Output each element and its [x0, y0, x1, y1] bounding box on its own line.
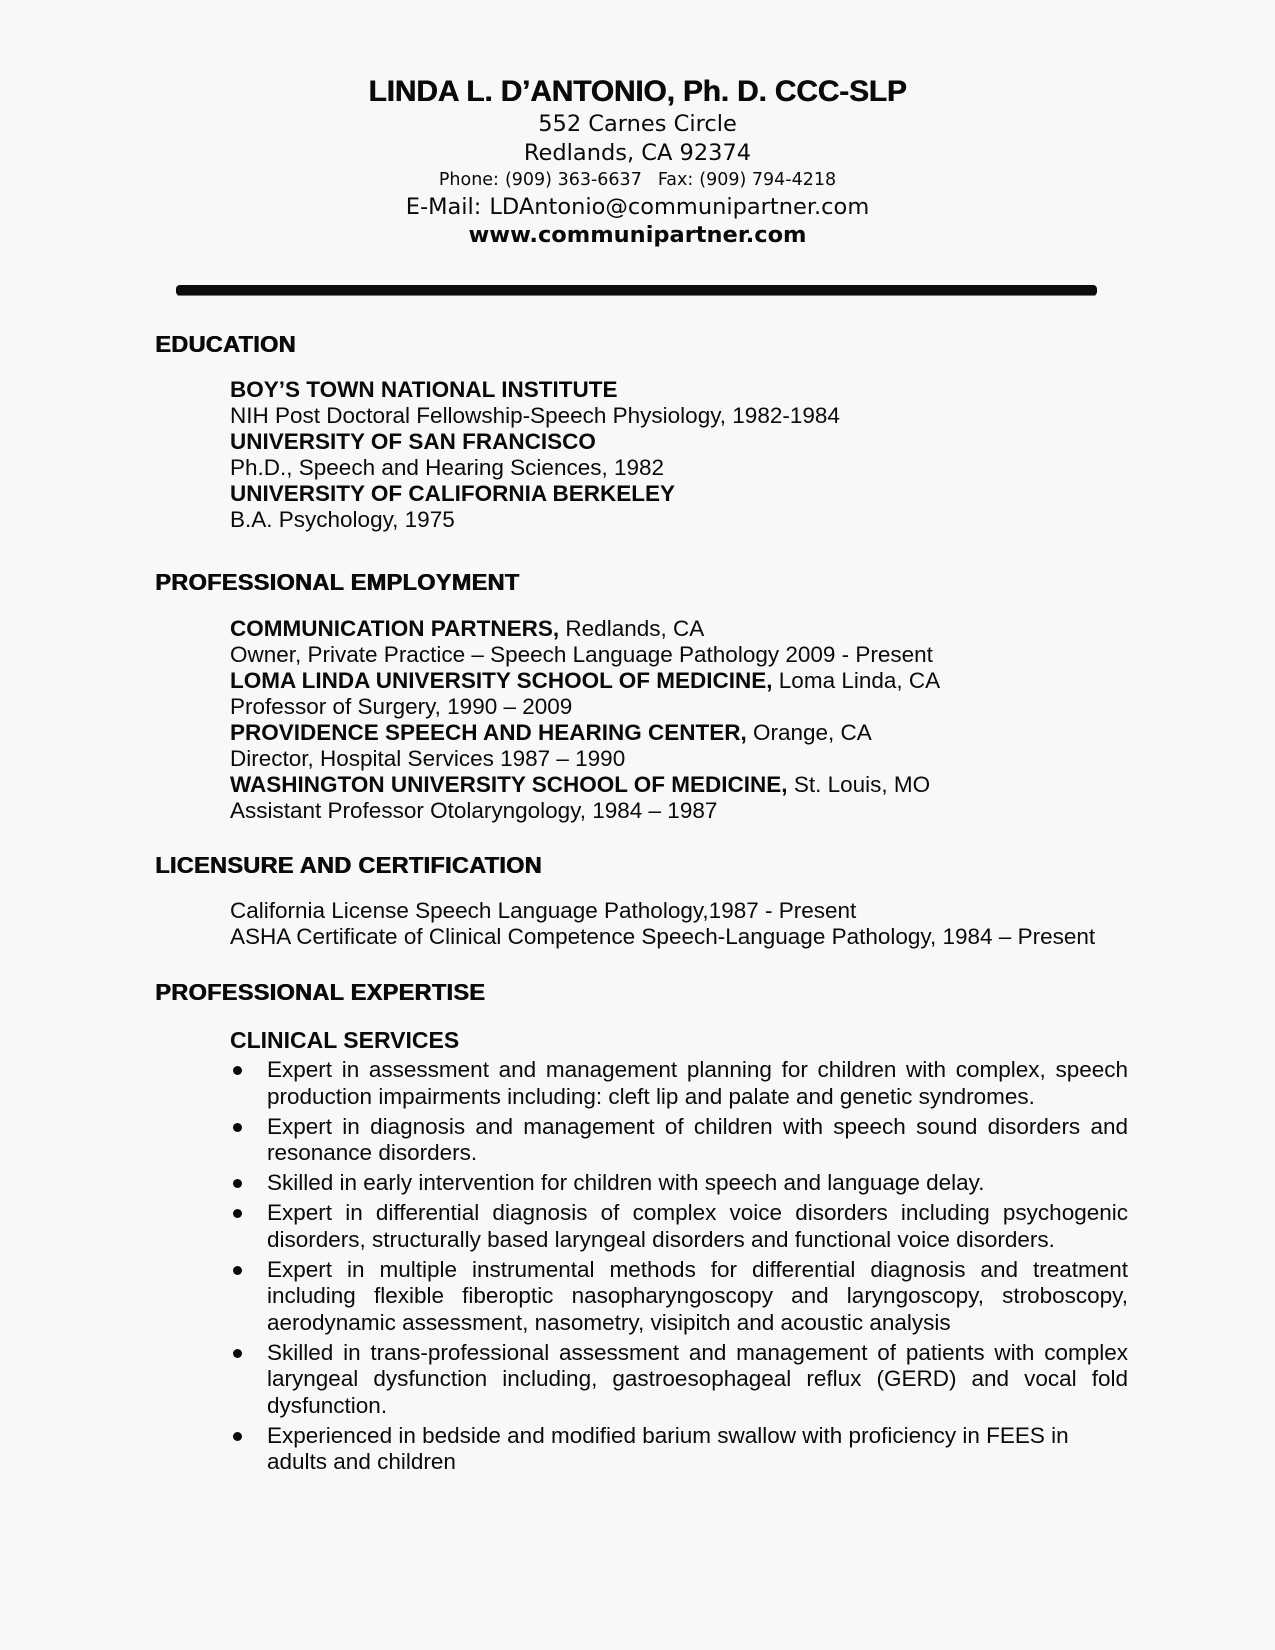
licensure-line: California License Speech Language Pathology,1987 - Present	[230, 898, 857, 923]
employment-role: Director, Hospital Services 1987 – 1990	[230, 746, 626, 771]
section-licensure-certification	[155, 850, 1275, 950]
bullet-icon	[233, 1179, 242, 1188]
employment-organization-line	[230, 668, 1128, 694]
education-body	[230, 377, 1128, 533]
employment-location: Loma Linda, CA	[778, 668, 941, 693]
employment-role: Professor of Surgery, 1990 – 2009	[230, 694, 573, 719]
employment-organization: WASHINGTON UNIVERSITY SCHOOL OF MEDICINE,	[230, 772, 788, 797]
bullet-icon	[233, 1123, 242, 1132]
bullet-text: Expert in multiple instrumental methods for differential diagnosis and treatment including flexible fiberoptic nasopharyngoscopy and laryngoscopy, stroboscopy, aerodynamic assessment, nasometry, visipitch and acoustic analysis	[267, 1256, 1128, 1335]
email-line	[0, 193, 1275, 221]
section-education	[155, 329, 1275, 533]
bullet-icon	[233, 1266, 242, 1275]
employment-role: Assistant Professor Otolaryngology, 1984 – 1987	[230, 798, 718, 823]
clinical-services-subheading: CLINICAL SERVICES	[230, 1027, 460, 1053]
education-institution: BOY’S TOWN NATIONAL INSTITUTE	[230, 377, 618, 402]
expertise-bullet-list	[230, 1057, 1128, 1476]
email-address: LDAntonio@communipartner.com	[489, 194, 870, 220]
employment-organization: PROVIDENCE SPEECH AND HEARING CENTER,	[230, 720, 747, 745]
licensure-section-title: LICENSURE AND CERTIFICATION	[155, 852, 542, 878]
employment-organization: COMMUNICATION PARTNERS,	[230, 616, 560, 641]
employment-organization-line	[230, 720, 1128, 746]
expertise-bullet	[230, 1200, 1128, 1253]
section-professional-expertise	[155, 977, 1275, 1476]
expertise-bullet	[230, 1057, 1128, 1110]
expertise-bullet	[230, 1257, 1128, 1337]
bullet-icon	[233, 1209, 242, 1218]
expertise-bullet	[230, 1423, 1128, 1476]
bullet-text: Skilled in early intervention for children with speech and language delay.	[267, 1170, 985, 1195]
bullet-text: Expert in differential diagnosis of complex voice disorders including psychogenic disorders, structurally based laryngeal disorders and functional voice disorders.	[267, 1200, 1128, 1252]
expertise-bullet	[230, 1114, 1128, 1167]
fax-number: (909) 794-4218	[699, 170, 837, 190]
bullet-icon	[233, 1349, 242, 1358]
employment-location: Redlands, CA	[565, 616, 705, 641]
address-line-1: 552 Carnes Circle	[538, 111, 737, 137]
website-url: www.communipartner.com	[468, 222, 807, 248]
phone-number: (909) 363-6637	[504, 170, 642, 190]
expertise-body	[230, 1027, 1128, 1476]
expertise-bullet	[230, 1170, 1128, 1197]
licensure-line: ASHA Certificate of Clinical Competence Speech-Language Pathology, 1984 – Present	[230, 924, 1096, 949]
expertise-section-title: PROFESSIONAL EXPERTISE	[155, 979, 486, 1005]
resume-header	[0, 0, 1275, 249]
bullet-text: Skilled in trans-professional assessment and management of patients with complex laryngeal dysfunction including, gastroesophageal reflux (GERD) and vocal fold dysfunction.	[267, 1339, 1128, 1418]
employment-organization-line	[230, 772, 1128, 798]
employment-body	[230, 616, 1128, 824]
email-label: E-Mail:	[405, 194, 482, 220]
employment-organization-line	[230, 616, 1128, 642]
employment-role: Owner, Private Practice – Speech Language Pathology 2009 - Present	[230, 642, 933, 667]
bullet-text: Expert in diagnosis and management of children with speech sound disorders and resonance disorders.	[267, 1113, 1128, 1165]
education-institution: UNIVERSITY OF SAN FRANCISCO	[230, 429, 596, 454]
employment-location: Orange, CA	[753, 720, 872, 745]
licensure-body	[230, 898, 1128, 950]
education-detail: B.A. Psychology, 1975	[230, 507, 455, 532]
education-institution: UNIVERSITY OF CALIFORNIA BERKELEY	[230, 481, 676, 506]
bullet-text: Expert in assessment and management planning for children with complex, speech production impairments including: cleft lip and palate and genetic syndromes.	[267, 1057, 1128, 1109]
phone-fax-line	[0, 168, 1275, 193]
phone-label: Phone:	[438, 170, 499, 190]
employment-organization: LOMA LINDA UNIVERSITY SCHOOL OF MEDICINE,	[230, 668, 773, 693]
address-line-2: Redlands, CA 92374	[523, 140, 752, 166]
education-detail: Ph.D., Speech and Hearing Sciences, 1982	[230, 455, 665, 480]
bullet-text: Experienced in bedside and modified barium swallow with proficiency in FEES in adults and children	[267, 1422, 1069, 1474]
header-divider-rule	[176, 285, 1097, 295]
fax-label: Fax:	[657, 170, 694, 190]
employment-section-title: PROFESSIONAL EMPLOYMENT	[155, 569, 520, 595]
education-section-title: EDUCATION	[155, 331, 296, 357]
expertise-bullet	[230, 1340, 1128, 1420]
bullet-icon	[233, 1432, 242, 1441]
employment-location: St. Louis, MO	[793, 772, 931, 797]
bullet-icon	[233, 1066, 242, 1075]
education-detail: NIH Post Doctoral Fellowship-Speech Physiology, 1982-1984	[230, 403, 840, 428]
section-professional-employment	[155, 567, 1275, 824]
person-name: LINDA L. D’ANTONIO, Ph. D. CCC-SLP	[368, 75, 907, 108]
